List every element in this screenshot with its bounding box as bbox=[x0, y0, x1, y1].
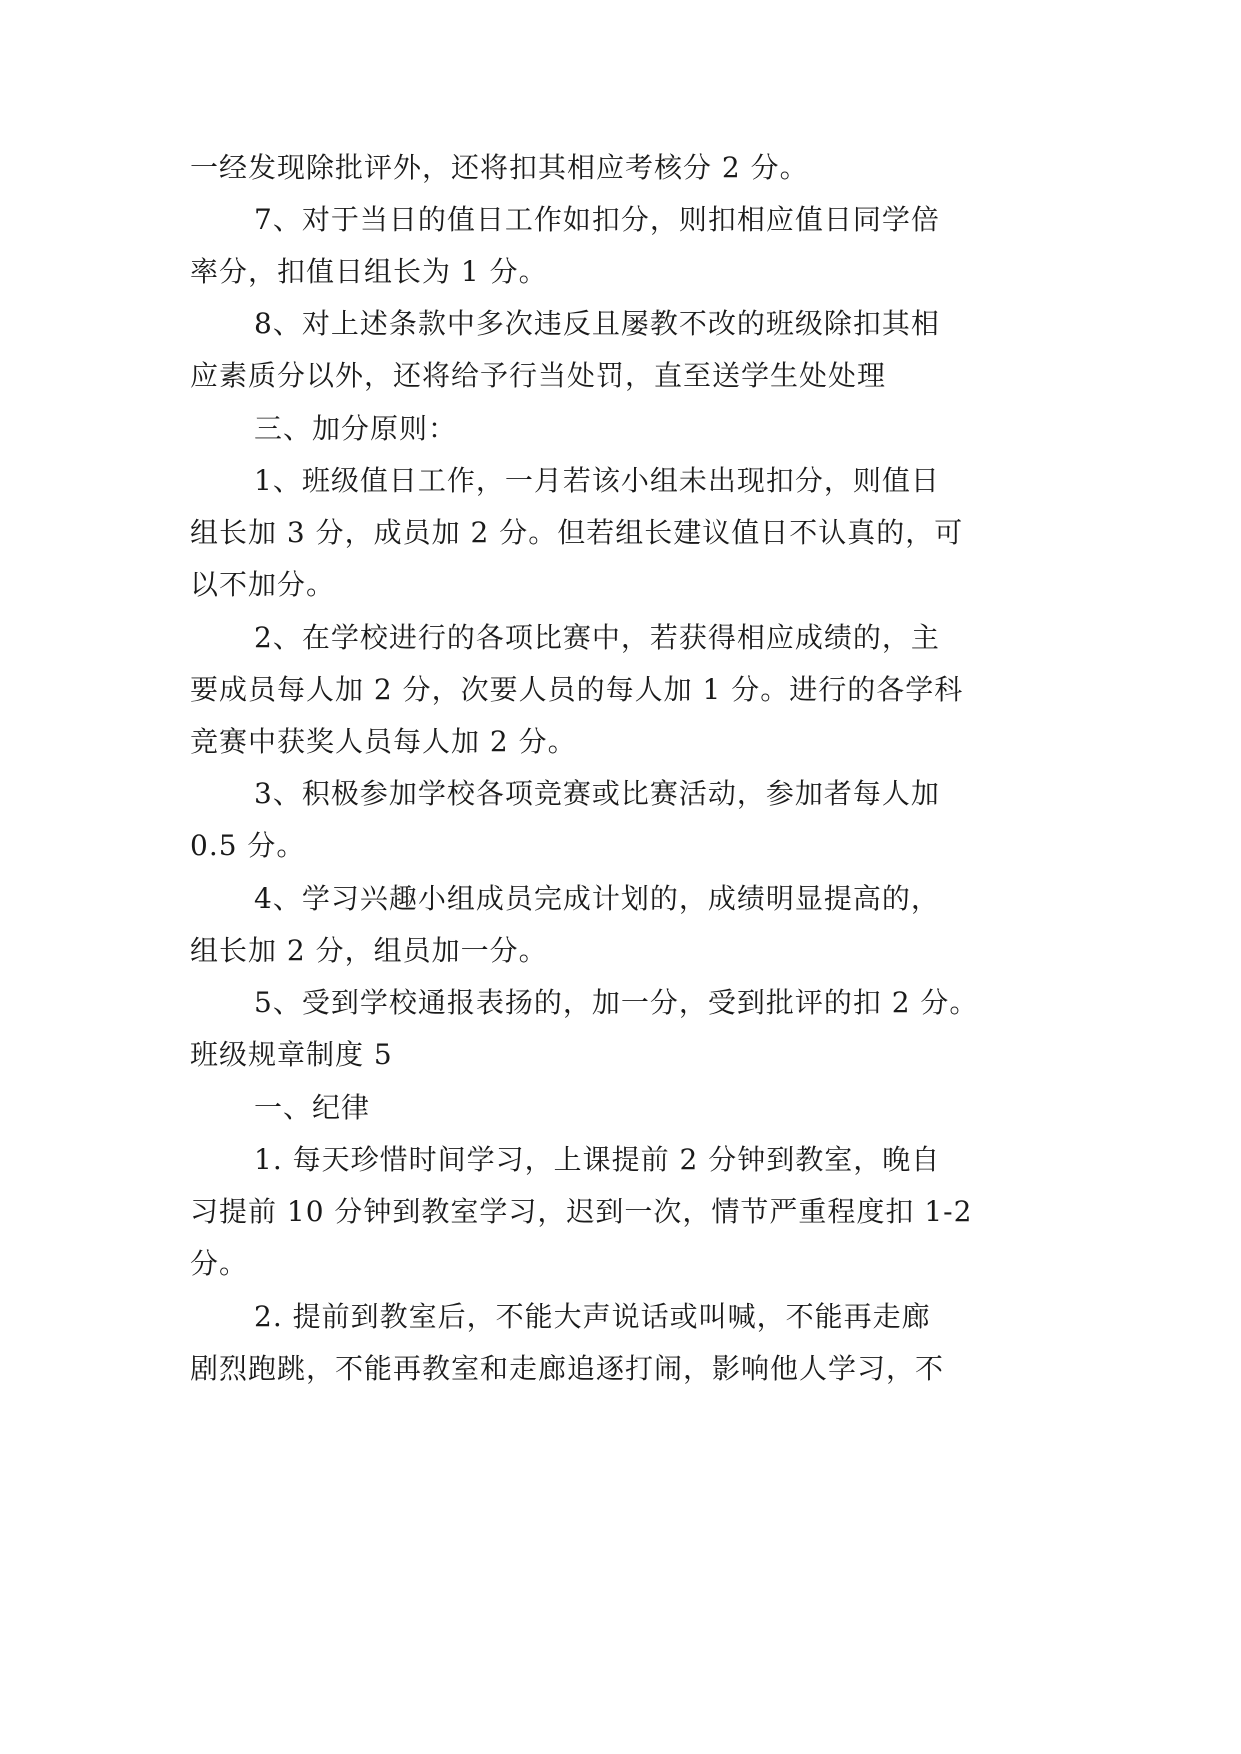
text-line: 8、对上述条款中多次违反且屡教不改的班级除扣其相 bbox=[254, 307, 940, 340]
text-line: 2、在学校进行的各项比赛中，若获得相应成绩的，主 bbox=[254, 621, 940, 654]
text-line: 5、受到学校通报表扬的，加一分，受到批评的扣 2 分。 bbox=[254, 986, 979, 1019]
document-title: 班级规章制度 5 bbox=[190, 1038, 393, 1071]
text-line: 分。 bbox=[190, 1247, 249, 1280]
text-line: 率分，扣值日组长为 1 分。 bbox=[190, 255, 548, 288]
text-line: 4、学习兴趣小组成员完成计划的，成绩明显提高的， bbox=[254, 882, 940, 915]
text-line: 剧烈跑跳，不能再教室和走廊追逐打闹，影响他人学习，不 bbox=[190, 1352, 945, 1385]
text-line: 要成员每人加 2 分，次要人员的每人加 1 分。进行的各学科 bbox=[190, 673, 964, 706]
text-line: 3、积极参加学校各项竞赛或比赛活动，参加者每人加 bbox=[254, 777, 940, 810]
text-line: 1. 每天珍惜时间学习，上课提前 2 分钟到教室，晚自 bbox=[254, 1143, 941, 1176]
text-line: 2. 提前到教室后，不能大声说话或叫喊，不能再走廊 bbox=[254, 1300, 931, 1333]
text-line: 以不加分。 bbox=[190, 568, 336, 601]
section-heading: 三、加分原则： bbox=[254, 412, 458, 445]
text-line: 习提前 10 分钟到教室学习，迟到一次，情节严重程度扣 1-2 bbox=[190, 1195, 973, 1228]
text-line: 1、班级值日工作，一月若该小组未出现扣分，则值日 bbox=[254, 464, 940, 497]
section-heading: 一、纪律 bbox=[254, 1091, 371, 1124]
text-line: 一经发现除批评外，还将扣其相应考核分 2 分。 bbox=[190, 151, 809, 184]
text-line: 应素质分以外，还将给予行当处罚，直至送学生处处理 bbox=[190, 359, 887, 392]
text-line: 0.5 分。 bbox=[190, 829, 306, 862]
text-line: 组长加 2 分，组员加一分。 bbox=[190, 934, 548, 967]
text-line: 组长加 3 分，成员加 2 分。但若组长建议值日不认真的，可 bbox=[190, 516, 964, 549]
text-line: 7、对于当日的值日工作如扣分，则扣相应值日同学倍 bbox=[254, 203, 940, 236]
text-line: 竞赛中获奖人员每人加 2 分。 bbox=[190, 725, 577, 758]
